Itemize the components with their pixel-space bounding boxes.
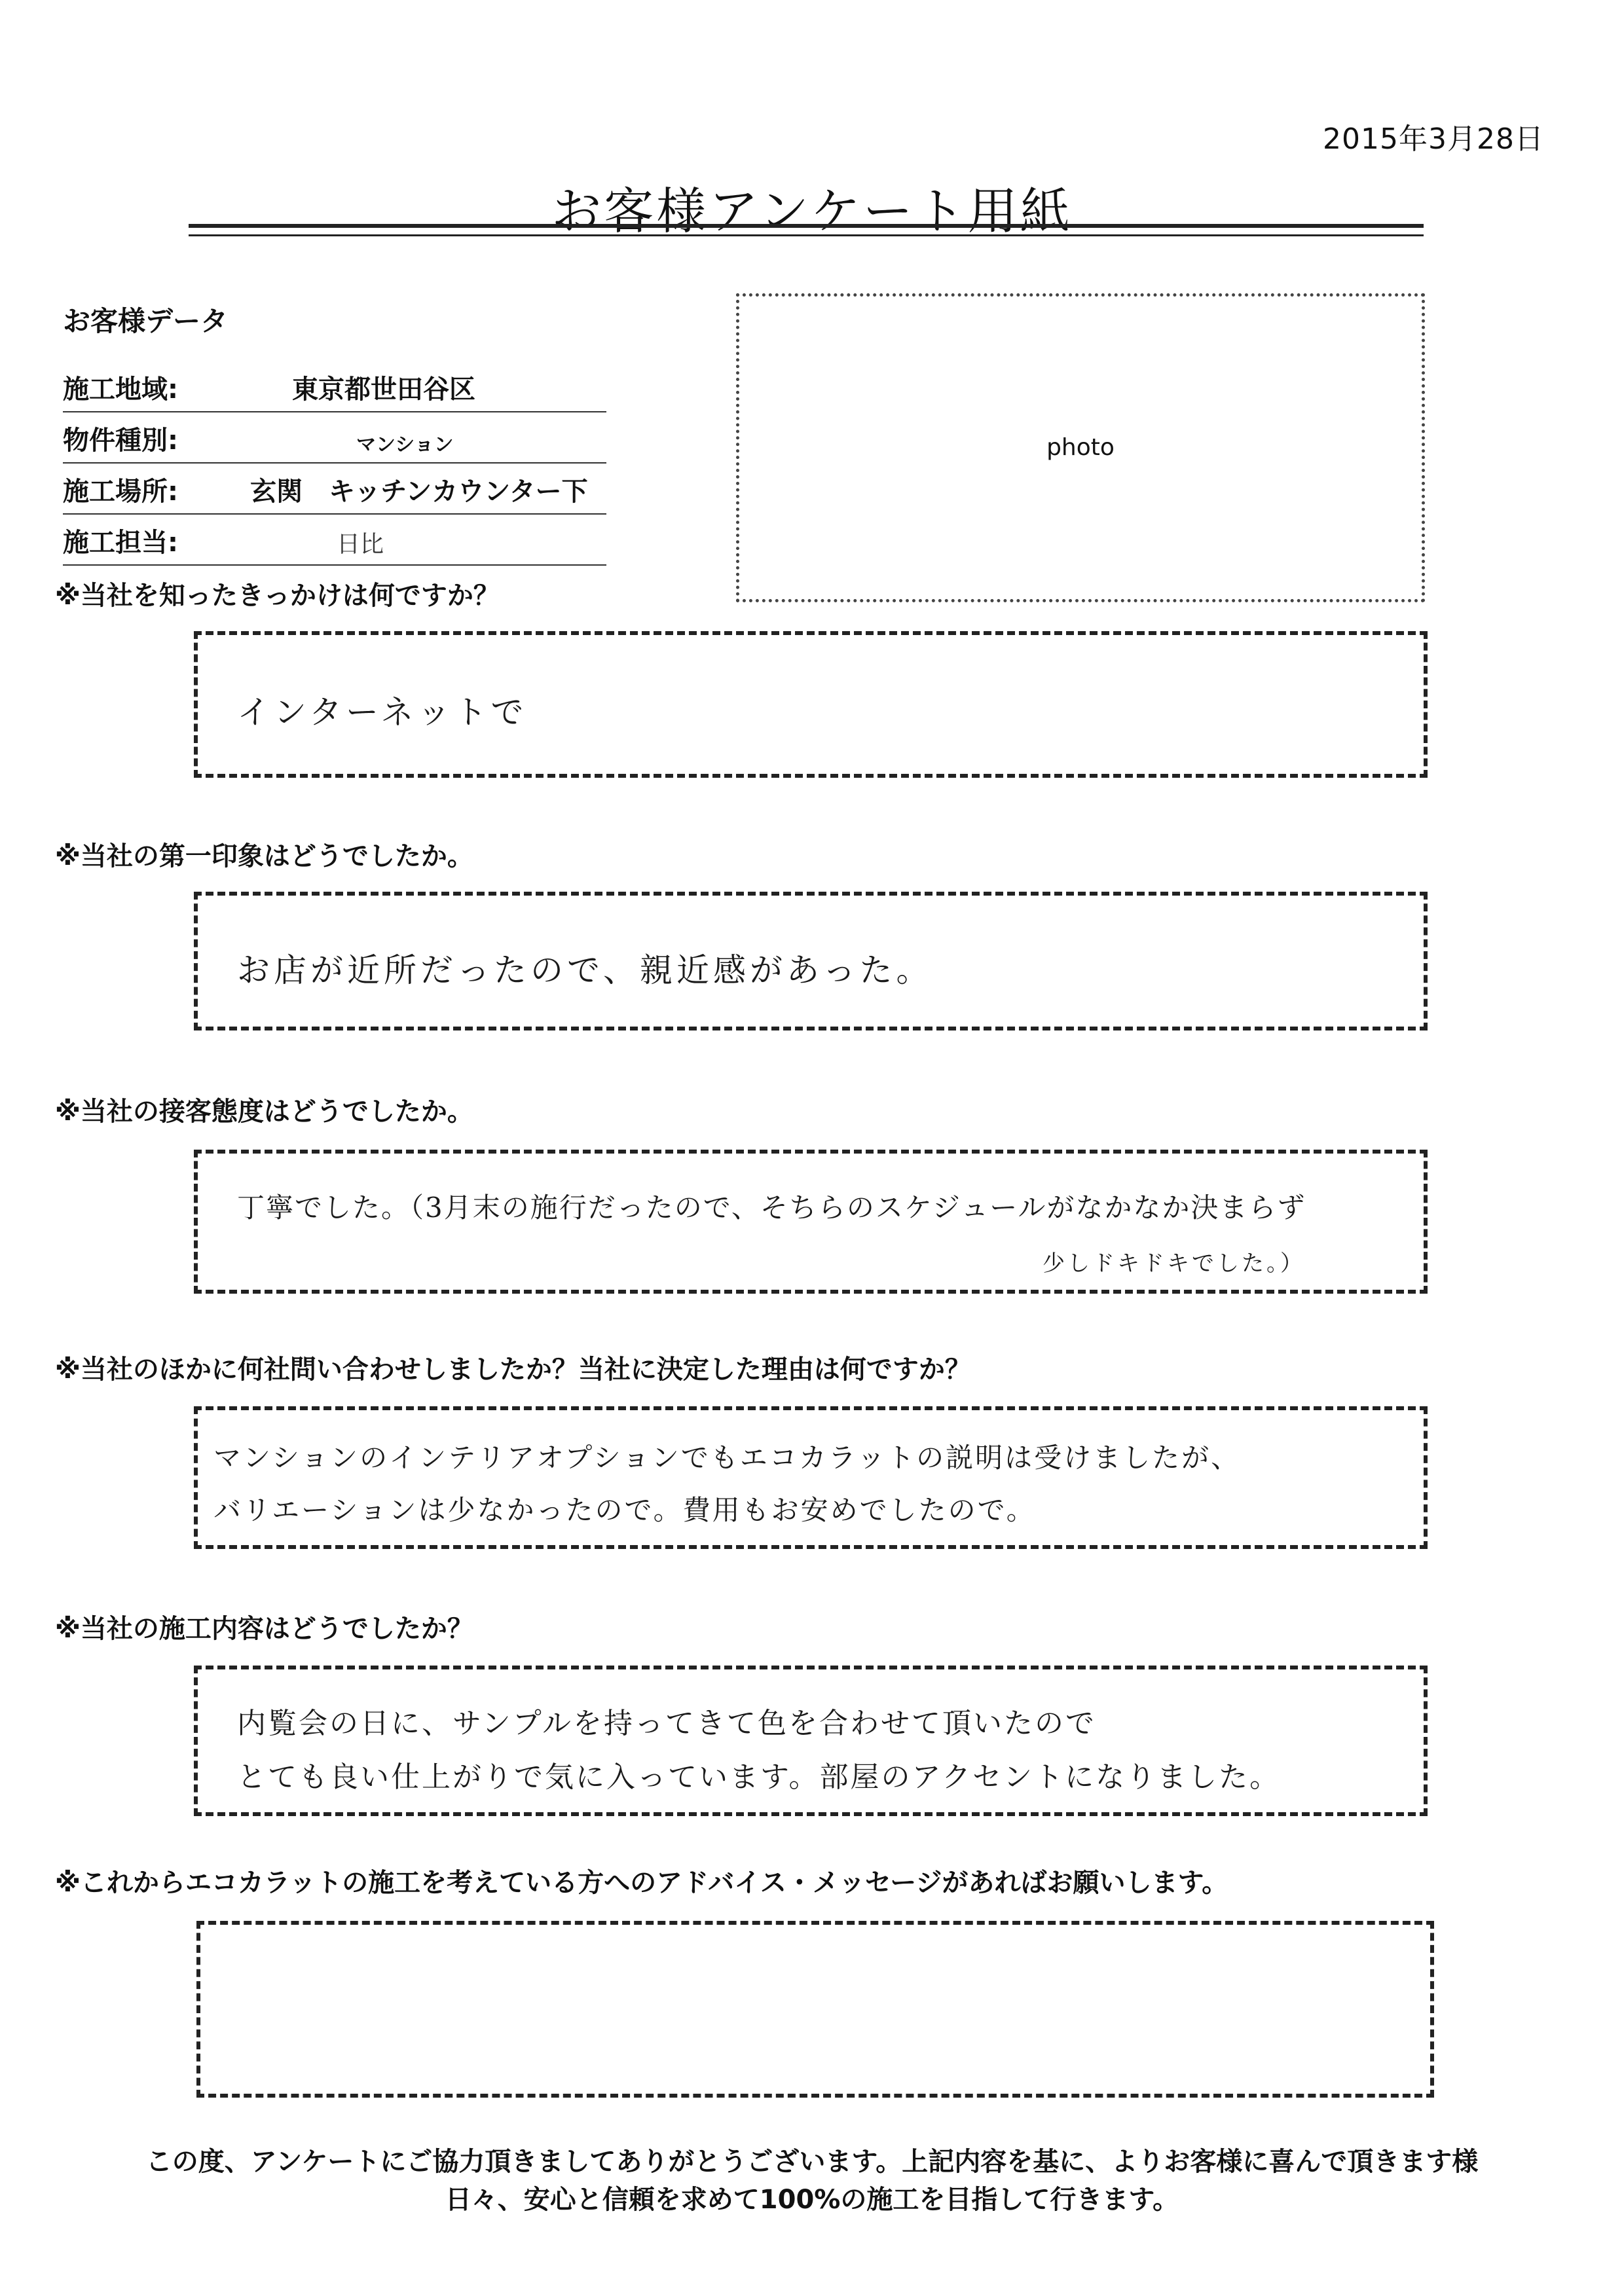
- question-3: ※当社の接客態度はどうでしたか。: [55, 1097, 473, 1127]
- answer-box-5: [194, 1666, 1428, 1816]
- field-label: 施工地域:: [63, 374, 178, 405]
- field-row-property-type: [63, 412, 606, 464]
- field-value-staff: 日比: [337, 531, 384, 558]
- title-underline-thin: [189, 234, 1424, 236]
- page-title: お客様アンケート用紙: [551, 182, 1073, 240]
- question-6: ※これからエコカラットの施工を考えている方へのアドバイス・メッセージがあればお願いします。: [55, 1868, 1228, 1898]
- answer-box-1: [194, 631, 1428, 778]
- footer-line-2: 日々、安心と信頼を求めて100%の施工を目指して行きます。: [445, 2185, 1179, 2215]
- photo-label: photo: [1046, 434, 1115, 461]
- photo-placeholder: [736, 293, 1425, 602]
- field-label: 施工場所:: [63, 477, 178, 507]
- answer-5-line-2: とても良い仕上がりで気に入っています。部屋のアクセントになりました。: [237, 1760, 1281, 1794]
- question-2: ※当社の第一印象はどうでしたか。: [55, 841, 473, 871]
- answer-4-line-2: バリエーションは少なかったので。費用もお安めでしたので。: [213, 1494, 1036, 1526]
- answer-1-line-1: インターネットで: [237, 693, 528, 731]
- answer-5-line-1: 内覧会の日に、サンプルを持ってきて色を合わせて頂いたので: [237, 1707, 1097, 1740]
- question-4: ※当社のほかに何社問い合わせしましたか？当社に決定した理由は何ですか？: [55, 1355, 971, 1385]
- answer-3-line-2: 少しドキドキでした。）: [1043, 1250, 1305, 1277]
- answer-box-3: [194, 1150, 1428, 1294]
- answer-box-6: [196, 1921, 1434, 2098]
- field-row-staff: [63, 515, 606, 566]
- answer-box-4: [194, 1406, 1428, 1549]
- field-label: 物件種別:: [63, 426, 178, 456]
- answer-3-line-1: 丁寧でした。（3月末の施行だったので、そちらのスケジュールがなかなか決まらず: [237, 1192, 1306, 1224]
- field-value-location: 玄関 キッチンカウンター下: [250, 477, 588, 507]
- field-row-area: [63, 361, 606, 412]
- survey-date: 2015年3月28日: [1323, 122, 1544, 156]
- answer-2-line-1: お店が近所だったので、親近感があった。: [237, 951, 933, 989]
- customer-data-heading: お客様データ: [63, 305, 229, 337]
- question-5: ※当社の施工内容はどうでしたか？: [55, 1614, 473, 1644]
- answer-box-2: [194, 892, 1428, 1030]
- answer-4-line-1: マンションのインテリアオプションでもエコカラットの説明は受けましたが、: [213, 1442, 1241, 1474]
- question-1: ※当社を知ったきっかけは何ですか？: [55, 581, 500, 611]
- footer-line-1: この度、アンケートにご協力頂きましてありがとうございます。上記内容を基に、よりお客様に喜んで頂きます様: [145, 2147, 1479, 2177]
- title-underline: [189, 224, 1424, 228]
- field-row-location: [63, 464, 606, 515]
- field-label: 施工担当:: [63, 528, 178, 558]
- field-value-property-type: マンション: [356, 433, 454, 456]
- field-value-area: 東京都世田谷区: [292, 374, 475, 405]
